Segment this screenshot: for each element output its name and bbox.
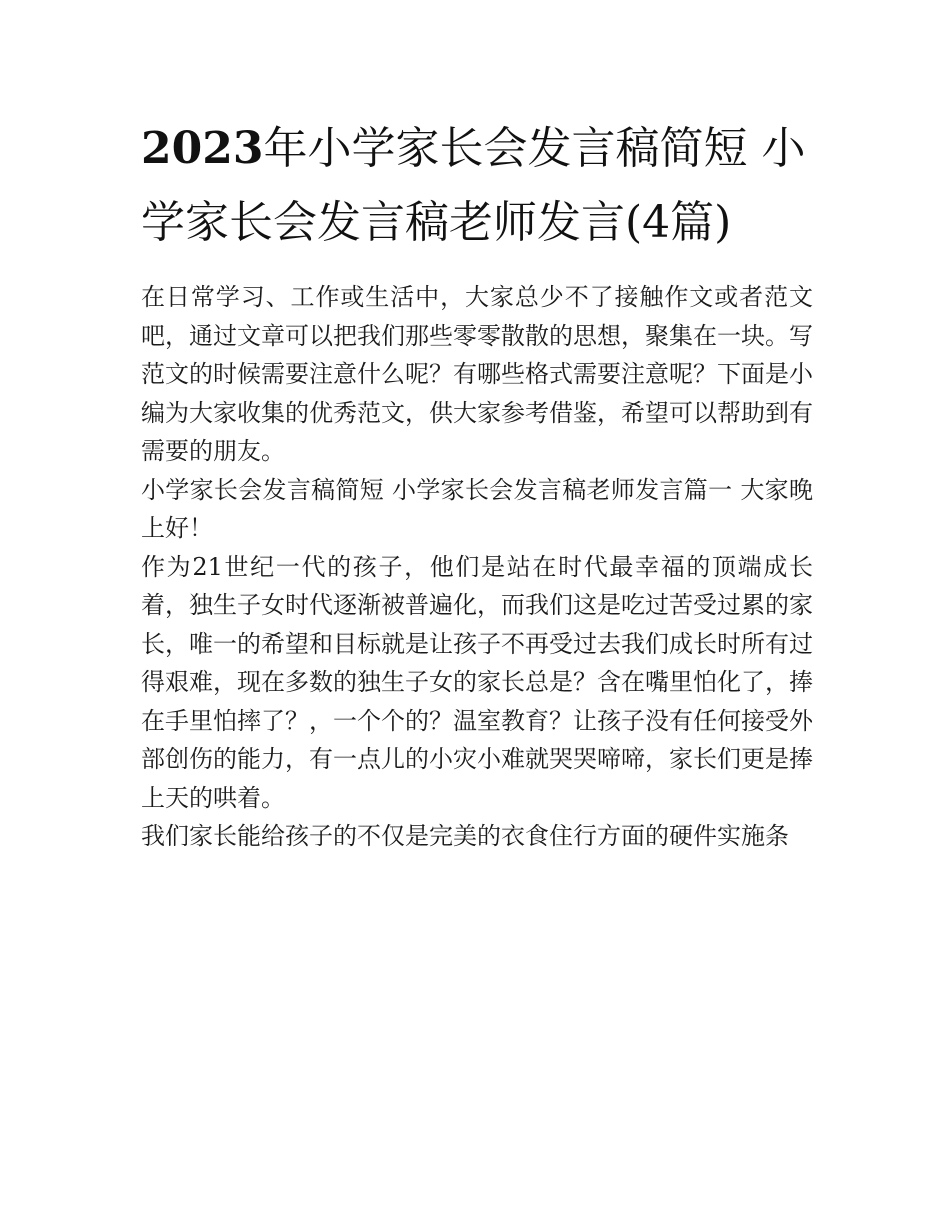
- title-year: 2023: [141, 123, 264, 174]
- paragraph-body-1: 作为21世纪一代的孩子，他们是站在时代最幸福的顶端成长着，独生子女时代逐渐被普遍化，而我们这是吃过苦受过累的家长，唯一的希望和目标就是让孩子不再受过去我们成长时所有过得艰难，现在多数的独生子女的家长总是？含在嘴里怕化了，捧在手里怕摔了？，一个个的？温室教育？让孩子没有任何接受外部创伤的能力，有一点儿的小灾小难就哭哭啼啼，家长们更是捧上天的哄着。: [141, 552, 813, 812]
- document-title: [141, 112, 813, 260]
- document-body: [141, 112, 813, 856]
- paragraph-intro: 在日常学习、工作或生活中，大家总少不了接触作文或者范文吧，通过文章可以把我们那些零零散散的思想，聚集在一块。写范文的时候需要注意什么呢？有哪些格式需要注意呢？下面是小编为大家收集的优秀范文，供大家参考借鉴，希望可以帮助到有需要的朋友。: [141, 283, 813, 465]
- paragraph-body-2: 我们家长能给孩子的不仅是完美的衣食住行方面的硬件实施条: [141, 822, 789, 850]
- paragraph-greeting: 小学家长会发言稿简短 小学家长会发言稿老师发言篇一 大家晚上好！: [141, 475, 813, 542]
- title-text: 年小学家长会发言稿简短 小学家长会发言稿老师发言(4篇): [141, 123, 806, 248]
